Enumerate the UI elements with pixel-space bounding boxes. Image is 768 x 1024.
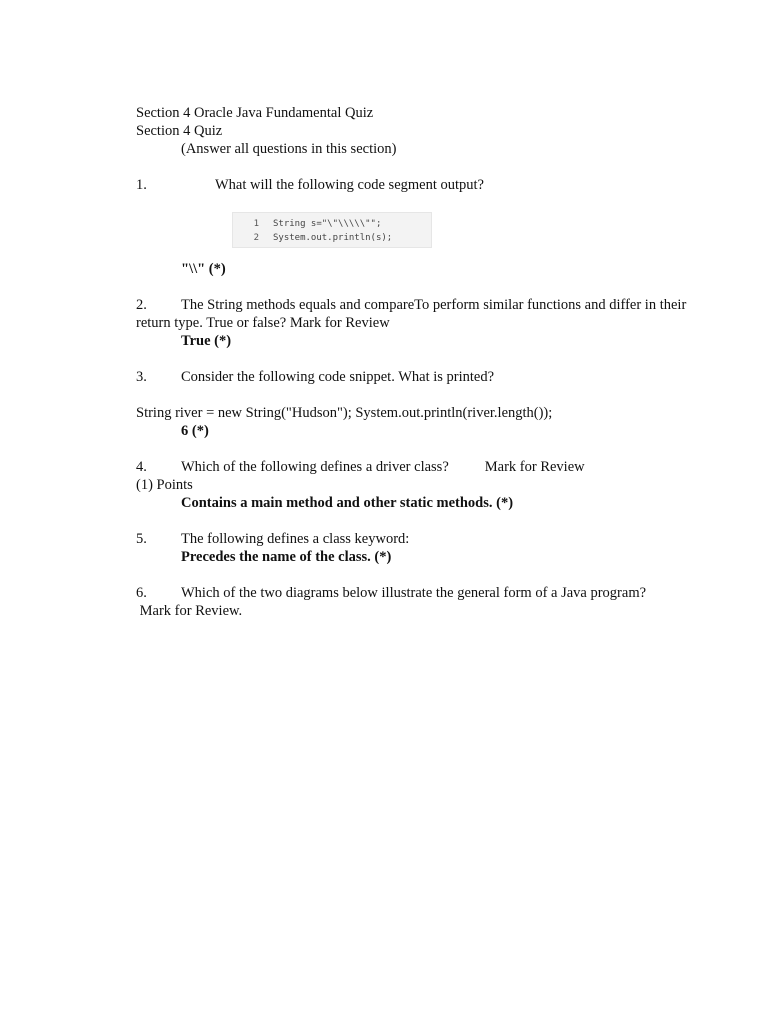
question-number: 1. [136,177,147,193]
answer-4: Contains a main method and other static methods. (*) [181,495,514,511]
answer-1: "\\" (*) [181,261,226,277]
code-snippet-text: String river = new String("Hudson"); System.out.println(river.length()); [136,405,553,421]
instruction-text: (Answer all questions in this section) [181,141,397,157]
question-text: Which of the following defines a driver class? [181,459,449,475]
question-number: 2. [136,297,147,313]
question-number: 5. [136,531,147,547]
answer-2: True (*) [181,333,232,349]
document-page [136,104,696,620]
answer-3: 6 (*) [181,423,209,439]
mark-for-review-label: Mark for Review [484,459,585,475]
line-number: 2 [253,233,259,243]
question-text: Consider the following code snippet. What is printed? [181,369,495,385]
question-2 [136,296,696,332]
code-snippet-image [232,212,432,248]
question-number: 3. [136,369,147,385]
question-number: 4. [136,459,147,475]
question-text: What will the following code segment output? [215,177,484,193]
question-text: The following defines a class keyword: [181,531,410,547]
question-text: Which of the two diagrams below illustrate the general form of a Java program? [181,585,647,601]
question-number: 6. [136,585,147,601]
question-1 [136,176,696,194]
mark-for-review-label: Mark for Review. [136,603,243,619]
points-label: (1) Points [136,477,193,493]
code-line [233,231,431,245]
question-5 [136,530,696,548]
document-title: Section 4 Oracle Java Fundamental Quiz [136,105,374,121]
code-line [233,217,431,231]
question-6 [136,584,696,602]
code-text: System.out.println(s); [273,233,393,243]
question-text: The String methods equals and compareTo perform similar functions and differ in their return type. True or false? Mark for Review [136,297,687,331]
line-number: 1 [253,219,259,229]
question-3 [136,368,696,386]
document-subtitle: Section 4 Quiz [136,123,223,139]
code-text: String s="\"\\\\\""; [273,219,382,229]
answer-5: Precedes the name of the class. (*) [181,549,392,565]
question-4 [136,458,696,476]
